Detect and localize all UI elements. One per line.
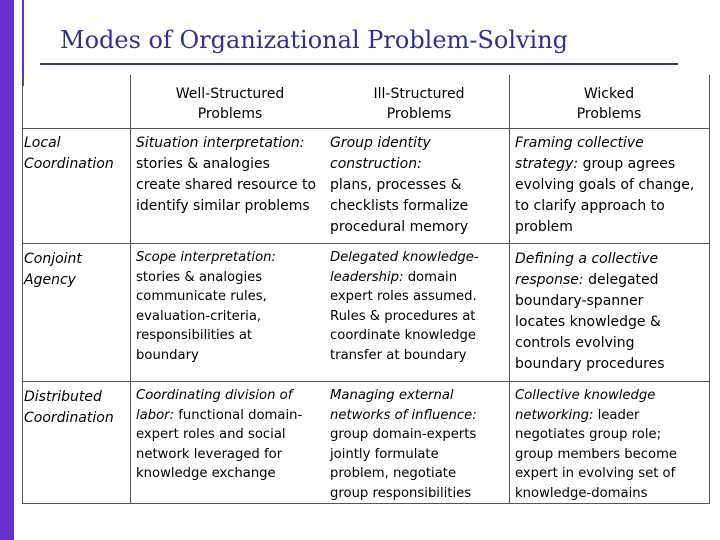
slide-title: Modes of Organizational Problem-Solving	[60, 26, 569, 54]
cell-local-well: Situation interpretation: stories & analogies create shared resource to identify similar problems	[136, 135, 317, 214]
table-col-divider	[509, 75, 510, 503]
cell-local-wicked: Framing collective strategy: group agrees evolving goals of change, to clarify approach to problem	[515, 135, 695, 235]
column-header-wicked: Wicked Problems	[576, 86, 642, 122]
table-row-divider	[22, 243, 710, 244]
left-accent-bar	[0, 0, 14, 540]
table-border-bottom	[22, 503, 710, 504]
table-border-left	[22, 75, 23, 503]
cell-local-ill: Group identity construction: plans, processes & checklists formalize procedural memory	[330, 135, 469, 235]
table-row-divider	[22, 381, 710, 382]
cell-distributed-well: Coordinating division of labor: functional domain- expert roles and social network leveraged for knowledge exchange	[136, 388, 303, 481]
row-label-local-coordination: Local Coordination	[24, 135, 114, 172]
table-col-divider	[130, 75, 131, 503]
column-header-ill-structured: Ill-Structured Problems	[373, 86, 465, 122]
table-border-right	[709, 75, 710, 503]
row-label-distributed-coordination: Distributed Coordination	[24, 389, 114, 426]
cell-distributed-ill: Managing external networks of influence: group domain-experts jointly formulate problem, negotiate group responsibilities	[330, 388, 477, 501]
cell-conjoint-ill: Delegated knowledge- leadership: domain expert roles assumed. Rules & procedures at coordinate knowledge transfer at boundary	[330, 250, 479, 363]
title-underline	[40, 63, 678, 65]
table-border-top	[22, 128, 710, 129]
left-accent-line	[22, 0, 24, 86]
cell-conjoint-wicked: Defining a collective response: delegated boundary-spanner locates knowledge & controls evolving boundary procedures	[515, 251, 665, 372]
cell-distributed-wicked: Collective knowledge networking: leader negotiates group role; group members become expert in evolving set of knowledge-domains	[515, 388, 678, 501]
cell-conjoint-well: Scope interpretation: stories & analogies communicate rules, evaluation-criteria, responsibilities at boundary	[136, 250, 276, 363]
row-label-conjoint-agency: Conjoint Agency	[24, 251, 82, 288]
column-header-well-structured: Well-Structured Problems	[175, 86, 285, 122]
